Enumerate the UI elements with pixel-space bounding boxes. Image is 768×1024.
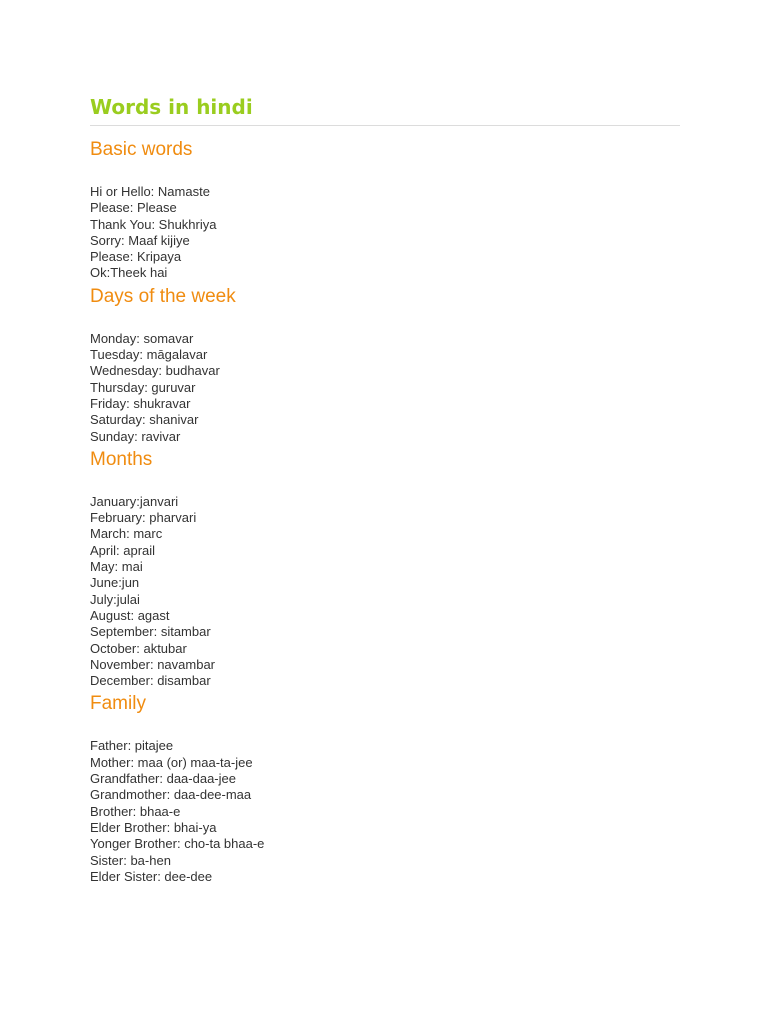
list-item: Yonger Brother: cho-ta bhaa-e bbox=[90, 836, 265, 852]
list-item: Thank You: Shukhriya bbox=[90, 216, 217, 232]
list-item: Friday: shukravar bbox=[90, 395, 191, 411]
list-item: Sunday: ravivar bbox=[90, 428, 181, 444]
list-item: October: aktubar bbox=[90, 640, 187, 656]
section-months bbox=[90, 448, 680, 690]
entry-list bbox=[90, 494, 680, 690]
section-basic-words bbox=[90, 138, 680, 282]
entry-list bbox=[90, 184, 680, 282]
list-item: December: disambar bbox=[90, 673, 211, 689]
list-item: Monday: somavar bbox=[90, 330, 194, 346]
entry-list bbox=[90, 331, 680, 445]
list-item: June:jun bbox=[90, 575, 140, 591]
list-item: Please: Kripaya bbox=[90, 249, 182, 265]
section-heading: Days of the week bbox=[90, 285, 236, 307]
list-item: February: pharvari bbox=[90, 510, 197, 526]
list-item: Grandfather: daa-daa-jee bbox=[90, 771, 236, 787]
list-item: May: mai bbox=[90, 559, 143, 575]
list-item: Father: pitajee bbox=[90, 738, 174, 754]
section-heading: Months bbox=[90, 448, 153, 470]
section-heading: Family bbox=[90, 693, 146, 715]
entry-list bbox=[90, 738, 680, 885]
list-item: Wednesday: budhavar bbox=[90, 363, 220, 379]
list-item: July:julai bbox=[90, 591, 140, 607]
section-heading: Basic words bbox=[90, 139, 193, 160]
list-item: Saturday: shanivar bbox=[90, 412, 199, 428]
list-item: Grandmother: daa-dee-maa bbox=[90, 787, 252, 803]
list-item: Elder Brother: bhai-ya bbox=[90, 819, 217, 835]
list-item: August: agast bbox=[90, 607, 170, 623]
list-item: January:janvari bbox=[90, 493, 179, 509]
list-item: November: navambar bbox=[90, 656, 215, 672]
list-item: September: sitambar bbox=[90, 624, 211, 640]
list-item: Hi or Hello: Namaste bbox=[90, 184, 210, 199]
list-item: Elder Sister: dee-dee bbox=[90, 868, 213, 884]
list-item: April: aprail bbox=[90, 542, 156, 558]
document-page bbox=[90, 93, 680, 885]
document-title: Words in hindi bbox=[90, 93, 680, 126]
list-item: Thursday: guruvar bbox=[90, 379, 196, 395]
list-item: Sister: ba-hen bbox=[90, 852, 171, 868]
list-item: Mother: maa (or) maa-ta-jee bbox=[90, 754, 253, 770]
list-item: Ok:Theek hai bbox=[90, 265, 168, 281]
list-item: Please: Please bbox=[90, 200, 177, 216]
list-item: Brother: bhaa-e bbox=[90, 803, 181, 819]
section-family bbox=[90, 692, 680, 885]
list-item: Sorry: Maaf kijiye bbox=[90, 232, 190, 248]
list-item: March: marc bbox=[90, 526, 163, 542]
section-days-of-week bbox=[90, 285, 680, 445]
list-item: Tuesday: māgalavar bbox=[90, 347, 208, 363]
